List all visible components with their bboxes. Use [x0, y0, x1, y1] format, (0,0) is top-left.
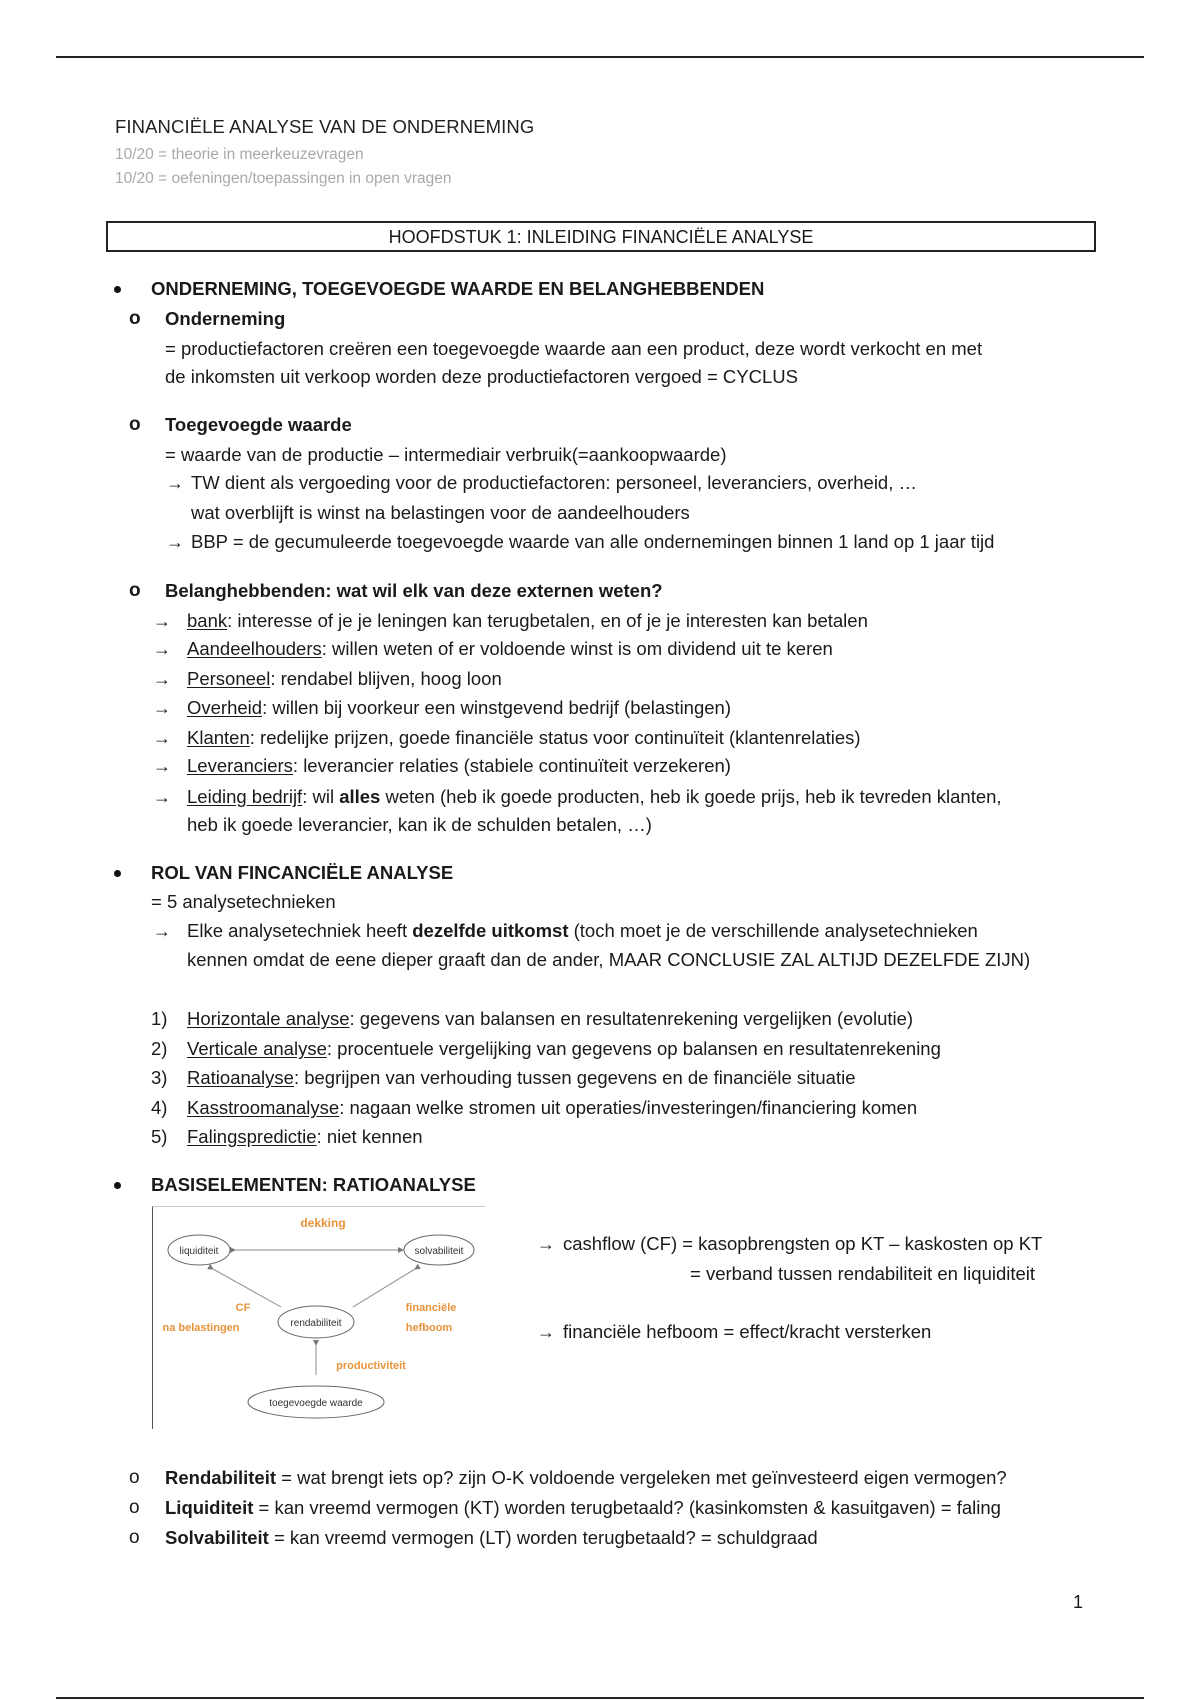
arrow-icon: →	[153, 756, 171, 776]
ratio-diagram-svg	[153, 1207, 485, 1429]
analysis-count: = 5 analysetechnieken	[151, 891, 336, 912]
list-number: 2)	[151, 1038, 168, 1059]
sub-bullet-icon: o	[129, 1497, 140, 1518]
section-heading-3: BASISELEMENTEN: RATIOANALYSE	[151, 1174, 476, 1195]
def-solvabiliteit	[165, 1527, 818, 1549]
stakeholder-text: : redelijke prijzen, goede financiële status voor continuïteit (klantenrelaties)	[249, 727, 861, 748]
stakeholder-text: : leverancier relaties (stabiele continuïteit verzekeren)	[292, 755, 731, 776]
arrow-icon: →	[537, 1234, 555, 1254]
stakeholder-term: Leiding bedrijf	[187, 786, 303, 807]
sub-bullet-icon: o	[129, 414, 141, 435]
list-number: 4)	[151, 1097, 168, 1118]
grading-line-1: 10/20 = theorie in meerkeuzevragen	[115, 146, 364, 163]
label-financiele: financiële	[405, 1302, 457, 1314]
def-liquiditeit	[165, 1497, 1001, 1519]
stakeholder-text: : willen bij voorkeur een winstgevend bedrijf (belastingen)	[262, 697, 732, 718]
stakeholder-leveranciers	[187, 755, 731, 777]
toegevoegde-arrow-2: BBP = de gecumuleerde toegevoegde waarde van alle ondernemingen binnen 1 land op 1 jaar tijd	[191, 531, 995, 552]
technique-text: : niet kennen	[316, 1126, 423, 1147]
sub-bullet-icon: o	[129, 1527, 140, 1548]
node-label: solvabiliteit	[414, 1246, 464, 1257]
bullet-icon	[114, 286, 121, 293]
def-text: = kan vreemd vermogen (LT) worden terugbetaald? = schuldgraad	[268, 1527, 818, 1548]
stakeholder-term: bank	[187, 610, 228, 631]
stakeholder-leiding	[187, 786, 1002, 808]
arrow-icon: →	[153, 611, 171, 631]
cashflow-definition: cashflow (CF) = kasopbrengsten op KT – kaskosten op KT	[563, 1233, 1043, 1254]
sub-bullet-icon: o	[129, 308, 141, 329]
sub-bullet-icon: o	[129, 580, 141, 601]
stakeholder-klanten	[187, 727, 861, 749]
def-term: Liquiditeit	[165, 1497, 254, 1518]
technique-term: Ratioanalyse	[187, 1067, 294, 1088]
technique-text: : procentuele vergelijking van gegevens op balansen en resultatenrekening	[326, 1038, 941, 1059]
onderneming-line-2: de inkomsten uit verkoop worden deze productiefactoren vergoed = CYCLUS	[165, 366, 798, 387]
stakeholder-text: : interesse of je je leningen kan terugbetalen, en of je je interesten kan betalen	[227, 610, 868, 631]
stakeholder-term: Klanten	[187, 727, 250, 748]
analysis-text: (toch moet je de verschillende analysetechnieken	[568, 920, 978, 941]
sub-bullet-icon: o	[129, 1467, 140, 1488]
technique-term: Verticale analyse	[187, 1038, 327, 1059]
document-title: FINANCIËLE ANALYSE VAN DE ONDERNEMING	[115, 116, 535, 137]
page-number: 1	[1073, 1592, 1084, 1612]
stakeholder-aandeelhouders	[187, 638, 833, 660]
bullet-icon	[114, 1182, 121, 1189]
toegevoegde-arrow-1: TW dient als vergoeding voor de productiefactoren: personeel, leveranciers, overheid, …	[191, 472, 917, 493]
grading-line-2: 10/20 = oefeningen/toepassingen in open vragen	[115, 170, 452, 187]
technique-text: : nagaan welke stromen uit operaties/investeringen/financiering komen	[339, 1097, 918, 1118]
technique-item	[187, 1067, 856, 1089]
subheading-onderneming: Onderneming	[165, 308, 286, 329]
section-heading-1: ONDERNEMING, TOEGEVOEGDE WAARDE EN BELANGHEBBENDEN	[151, 278, 765, 299]
technique-item	[187, 1097, 917, 1119]
node-label: liquiditeit	[179, 1246, 219, 1257]
stakeholder-leiding-cont: heb ik goede leverancier, kan ik de schulden betalen, …)	[187, 814, 652, 835]
ratio-diagram	[152, 1206, 485, 1429]
stakeholder-text: : wil	[302, 786, 340, 807]
label-hefboom: hefboom	[405, 1322, 453, 1334]
arrow-icon: →	[537, 1322, 555, 1342]
analysis-arrow-cont: kennen omdat de eene dieper graaft dan de ander, MAAR CONCLUSIE ZAL ALTIJD DEZELFDE ZIJN)	[187, 949, 1031, 970]
technique-text: : begrijpen van verhouding tussen gegevens en de financiële situatie	[293, 1067, 856, 1088]
analysis-arrow	[187, 920, 978, 942]
technique-item	[187, 1038, 941, 1060]
stakeholder-term: Overheid	[187, 697, 263, 718]
chapter-heading: HOOFDSTUK 1: INLEIDING FINANCIËLE ANALYSE	[106, 221, 1096, 252]
onderneming-line-1: = productiefactoren creëren een toegevoegde waarde aan een product, deze wordt verkocht en met	[165, 338, 983, 359]
arrow-icon: →	[153, 698, 171, 718]
label-cf: CF	[235, 1302, 251, 1314]
analysis-bold: dezelfde uitkomst	[412, 920, 569, 941]
arrow-icon: →	[153, 787, 171, 807]
technique-item	[187, 1126, 423, 1148]
technique-term: Horizontale analyse	[187, 1008, 350, 1029]
stakeholder-personeel	[187, 668, 502, 690]
analysis-text: Elke analysetechniek heeft	[187, 920, 413, 941]
list-number: 1)	[151, 1008, 168, 1029]
node-label: toegevoegde waarde	[269, 1398, 363, 1409]
stakeholder-text: weten (heb ik goede producten, heb ik goede prijs, heb ik tevreden klanten,	[380, 786, 1002, 807]
list-number: 3)	[151, 1067, 168, 1088]
stakeholder-bold: alles	[339, 786, 381, 807]
def-text: = kan vreemd vermogen (KT) worden terugbetaald? (kasinkomsten & kasuitgaven) = faling	[253, 1497, 1001, 1518]
cashflow-relation: = verband tussen rendabiliteit en liquiditeit	[690, 1263, 1036, 1284]
def-rendabiliteit	[165, 1467, 1007, 1489]
bottom-rule	[56, 1697, 1144, 1699]
bullet-icon	[114, 870, 121, 877]
def-term: Solvabiliteit	[165, 1527, 269, 1548]
stakeholder-bank	[187, 610, 868, 632]
toegevoegde-arrow-1-cont: wat overblijft is winst na belastingen voor de aandeelhouders	[191, 502, 690, 523]
technique-text: : gegevens van balansen en resultatenrekening vergelijken (evolutie)	[349, 1008, 914, 1029]
label-na-belastingen: na belastingen	[162, 1322, 240, 1334]
technique-term: Falingspredictie	[187, 1126, 317, 1147]
top-rule	[56, 56, 1144, 58]
section-heading-2: ROL VAN FINCANCIËLE ANALYSE	[151, 862, 454, 883]
subheading-toegevoegde-waarde: Toegevoegde waarde	[165, 414, 352, 435]
stakeholder-overheid	[187, 697, 731, 719]
arrow-icon: →	[153, 728, 171, 748]
stakeholder-text: : willen weten of er voldoende winst is om dividend uit te keren	[321, 638, 833, 659]
arrow-icon: →	[166, 532, 184, 552]
arrow-icon: →	[153, 921, 171, 941]
stakeholder-term: Leveranciers	[187, 755, 293, 776]
subheading-belanghebbenden: Belanghebbenden: wat wil elk van deze externen weten?	[165, 580, 663, 601]
stakeholder-term: Personeel	[187, 668, 271, 689]
label-dekking: dekking	[300, 1216, 346, 1230]
technique-term: Kasstroomanalyse	[187, 1097, 340, 1118]
node-label: rendabiliteit	[290, 1318, 342, 1329]
stakeholder-term: Aandeelhouders	[187, 638, 322, 659]
arrow-icon: →	[166, 473, 184, 493]
stakeholder-text: : rendabel blijven, hoog loon	[270, 668, 502, 689]
list-number: 5)	[151, 1126, 168, 1147]
hefboom-definition: financiële hefboom = effect/kracht versterken	[563, 1321, 932, 1342]
technique-item	[187, 1008, 913, 1030]
arrow-icon: →	[153, 669, 171, 689]
arrow-icon: →	[153, 639, 171, 659]
def-text: = wat brengt iets op? zijn O-K voldoende vergeleken met geïnvesteerd eigen vermogen?	[276, 1467, 1007, 1488]
label-productiviteit: productiviteit	[336, 1360, 406, 1372]
toegevoegde-line-1: = waarde van de productie – intermediair verbruik(=aankoopwaarde)	[165, 444, 727, 465]
def-term: Rendabiliteit	[165, 1467, 277, 1488]
